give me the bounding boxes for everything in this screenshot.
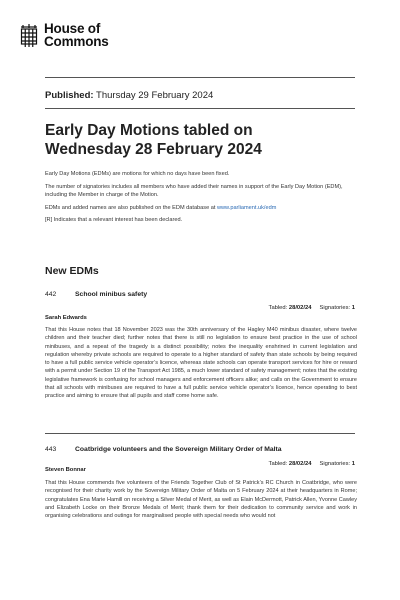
edm-number: 442 (45, 291, 57, 298)
published-divider (45, 108, 355, 109)
edm-title: Coatbridge volunteers and the Sovereign Military Order of Malta (75, 446, 282, 453)
signatories-label: Signatories: (319, 461, 351, 467)
intro-notes (45, 170, 360, 229)
logo-line-2: Commons (44, 34, 109, 49)
edm-tabled-info (269, 305, 355, 311)
intro-paragraph-3 (45, 204, 360, 212)
title-line-2: Wednesday 28 February 2024 (45, 141, 262, 158)
intro-paragraph-2: The number of signatories includes all members who have added their names in support of the Early Day Motion (EDM), including the Member in charge of the Motion. (45, 183, 343, 198)
edm-heading (45, 446, 282, 453)
logo-line-1: House of (44, 21, 101, 36)
tabled-date: 28/02/24 (288, 461, 312, 467)
page-title (45, 121, 365, 159)
published-label: Published: (45, 90, 94, 101)
tabled-date: 28/02/24 (288, 305, 312, 311)
signatories-count: 1 (351, 461, 355, 467)
published-line (45, 90, 213, 101)
section-heading-new-edms: New EDMs (45, 265, 99, 277)
published-date: Thursday 29 February 2024 (96, 90, 214, 101)
tabled-label: Tabled: (268, 461, 288, 467)
house-of-commons-logo (19, 22, 109, 49)
edm-title: School minibus safety (75, 291, 148, 298)
intro-paragraph-1: Early Day Motions (EDMs) are motions for which no days have been fixed. (45, 171, 230, 177)
intro-paragraph-4: [R] Indicates that a relevant interest has been declared. (45, 217, 183, 224)
tabled-label: Tabled: (268, 305, 288, 311)
edm-sponsor: Steven Bonnar (45, 467, 86, 473)
signatories-label: Signatories: (319, 305, 351, 311)
signatories-count: 1 (351, 305, 355, 311)
edm-heading (45, 291, 147, 298)
edm-number: 443 (45, 446, 57, 453)
edm-database-link[interactable]: www.parliament.uk/edm (216, 204, 277, 211)
edm-motion-text: That this House notes that 18 November 2023 was the 30th anniversary of the Hagley M40 minibus disaster, where twelve children and their teacher died; further notes that there is still no legislation to ensure best practice in the use of school minibuses, and a repeat of the tragedy is a distinct possibility; notes the inequality enshrined in current legislation and regulation whereby private schools are required to operate to a higher standard of safety than state schools by being required to have a full public service vehicle operator’s licence, whereas state schools can operate transport services for hire or reward with a permit under Section 19 of the Transport Act 1985, a much lower standard of safety management; notes that the existing legislative framework is confusing for school managers and enforcement officers alike; and calls on the Government to ensure that all schools with minibuses are required to have a full public service vehicle operator’s licence, hence operating to best practice and aiming to ensure that all pupils and staff come home safe. (45, 327, 357, 400)
edm-divider (45, 433, 355, 434)
logo-wordmark (44, 22, 109, 48)
edm-sponsor: Sarah Edwards (45, 315, 87, 321)
title-line-1: Early Day Motions tabled on (45, 122, 253, 139)
edm-motion-text: That this House commends five volunteers of the Friends Together Club of St Patrick’s RC Church in Coatbridge, who were recognised for their charity work by the Sovereign Military Order of Malta on 5 February 2024 at their headquarters in Rome; congratulates Ena Marie Hamill on receiving a Silver Medal of Merit, as well as Elain McDermott, Patrick Allen, Yvonne Cawley and Elizabeth Locke on their Bronze Medals of Merit; thank them for their dedication to community service and work in organising celebrations and outings for marginalised people with special needs who would not (45, 480, 357, 520)
top-divider (45, 77, 355, 78)
edm-tabled-info (269, 461, 355, 467)
portcullis-icon (19, 23, 39, 49)
intro-paragraph-3-text: EDMs and added names are also published on the EDM database at (45, 204, 217, 211)
